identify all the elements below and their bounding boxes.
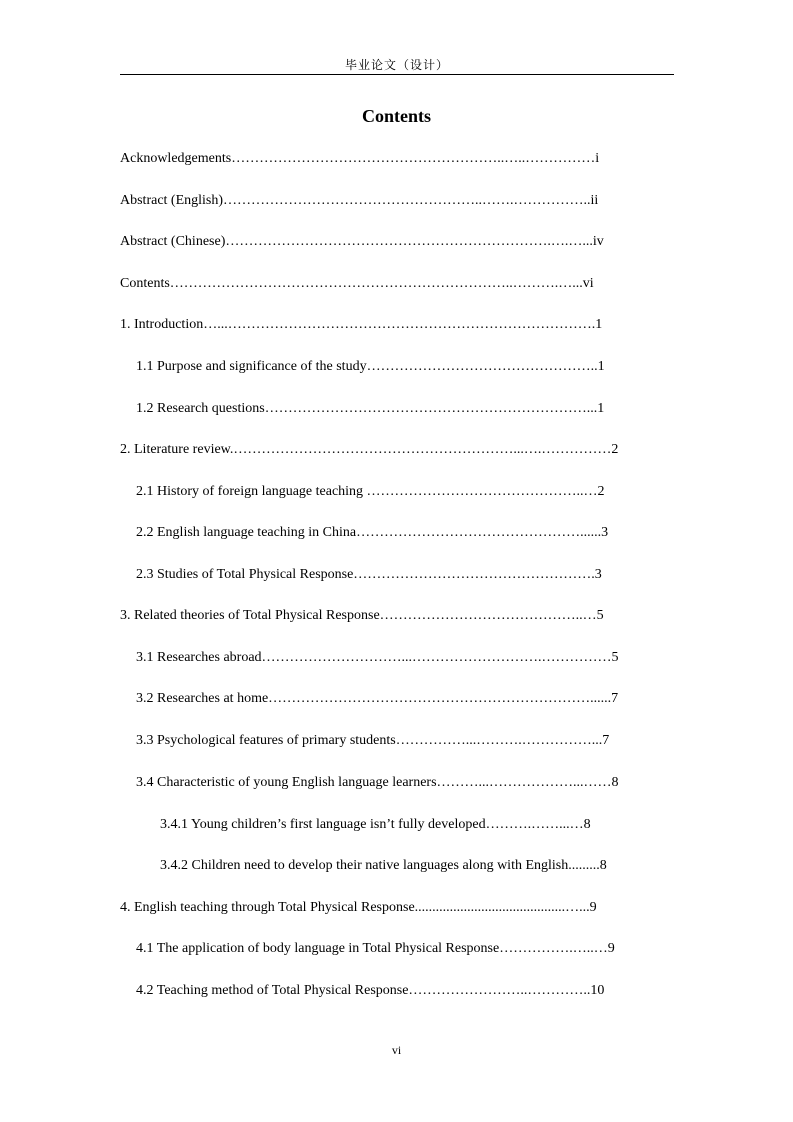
toc-entry-related-theories: 3. Related theories of Total Physical Response……………………………………..…5	[120, 608, 604, 623]
toc-entry-4-1: 4.1 The application of body language in Total Physical Response…………….…..…9	[136, 941, 615, 956]
toc-entry-4-2: 4.2 Teaching method of Total Physical Response……………………..…………..10	[136, 983, 605, 998]
toc-entry-3-3: 3.3 Psychological features of primary students……………...……….……………...7	[136, 733, 610, 748]
toc-entry-1-2: 1.2 Research questions……………………………………………………………...1	[136, 401, 605, 416]
toc-entry-introduction: 1. Introduction…...…………………………………………………………………….1	[120, 317, 603, 332]
toc-entry-contents: Contents………………………………………………………………..……….…...vi	[120, 276, 594, 291]
toc-entry-2-2: 2.2 English language teaching in China…………………………………………......3	[136, 525, 609, 540]
toc-entry-3-4: 3.4 Characteristic of young English language learners………...………………...……8	[136, 775, 619, 790]
toc-entry-3-4-2: 3.4.2 Children need to develop their native languages along with English.........8	[160, 858, 607, 873]
toc-entry-1-1: 1.1 Purpose and significance of the study…………………………………………..1	[136, 359, 605, 374]
toc-entry-english-teaching: 4. English teaching through Total Physical Response...........................................…...9	[120, 900, 597, 915]
page-header: 毕业论文（设计）	[344, 58, 449, 72]
toc-entry-abstract-chinese: Abstract (Chinese)…………………………………………………………….….…...iv	[120, 234, 604, 249]
toc-entry-3-2: 3.2 Researches at home……………………………………………………………......7	[136, 691, 619, 706]
page-title: Contents	[361, 106, 431, 126]
toc-entry-3-1: 3.1 Researches abroad…………………………...……………………….……………5	[136, 650, 619, 665]
toc-entry-literature-review: 2. Literature review.……………………………………………………...….……………2	[120, 442, 619, 457]
toc-entry-2-1: 2.1 History of foreign language teaching ………………………………………..…2	[136, 484, 605, 499]
toc-entry-3-4-1: 3.4.1 Young children’s first language isn’t fully developed……….……...…8	[160, 817, 591, 832]
toc-entry-2-3: 2.3 Studies of Total Physical Response…………………………………………….3	[136, 567, 602, 582]
page-number: vi	[391, 1043, 402, 1057]
header-rule	[120, 74, 674, 75]
toc-entry-abstract-english: Abstract (English)………………………………………………..…….……………..ii	[120, 193, 599, 208]
toc-entry-acknowledgements: Acknowledgements…………………………………………………..…..……………i	[120, 151, 600, 166]
